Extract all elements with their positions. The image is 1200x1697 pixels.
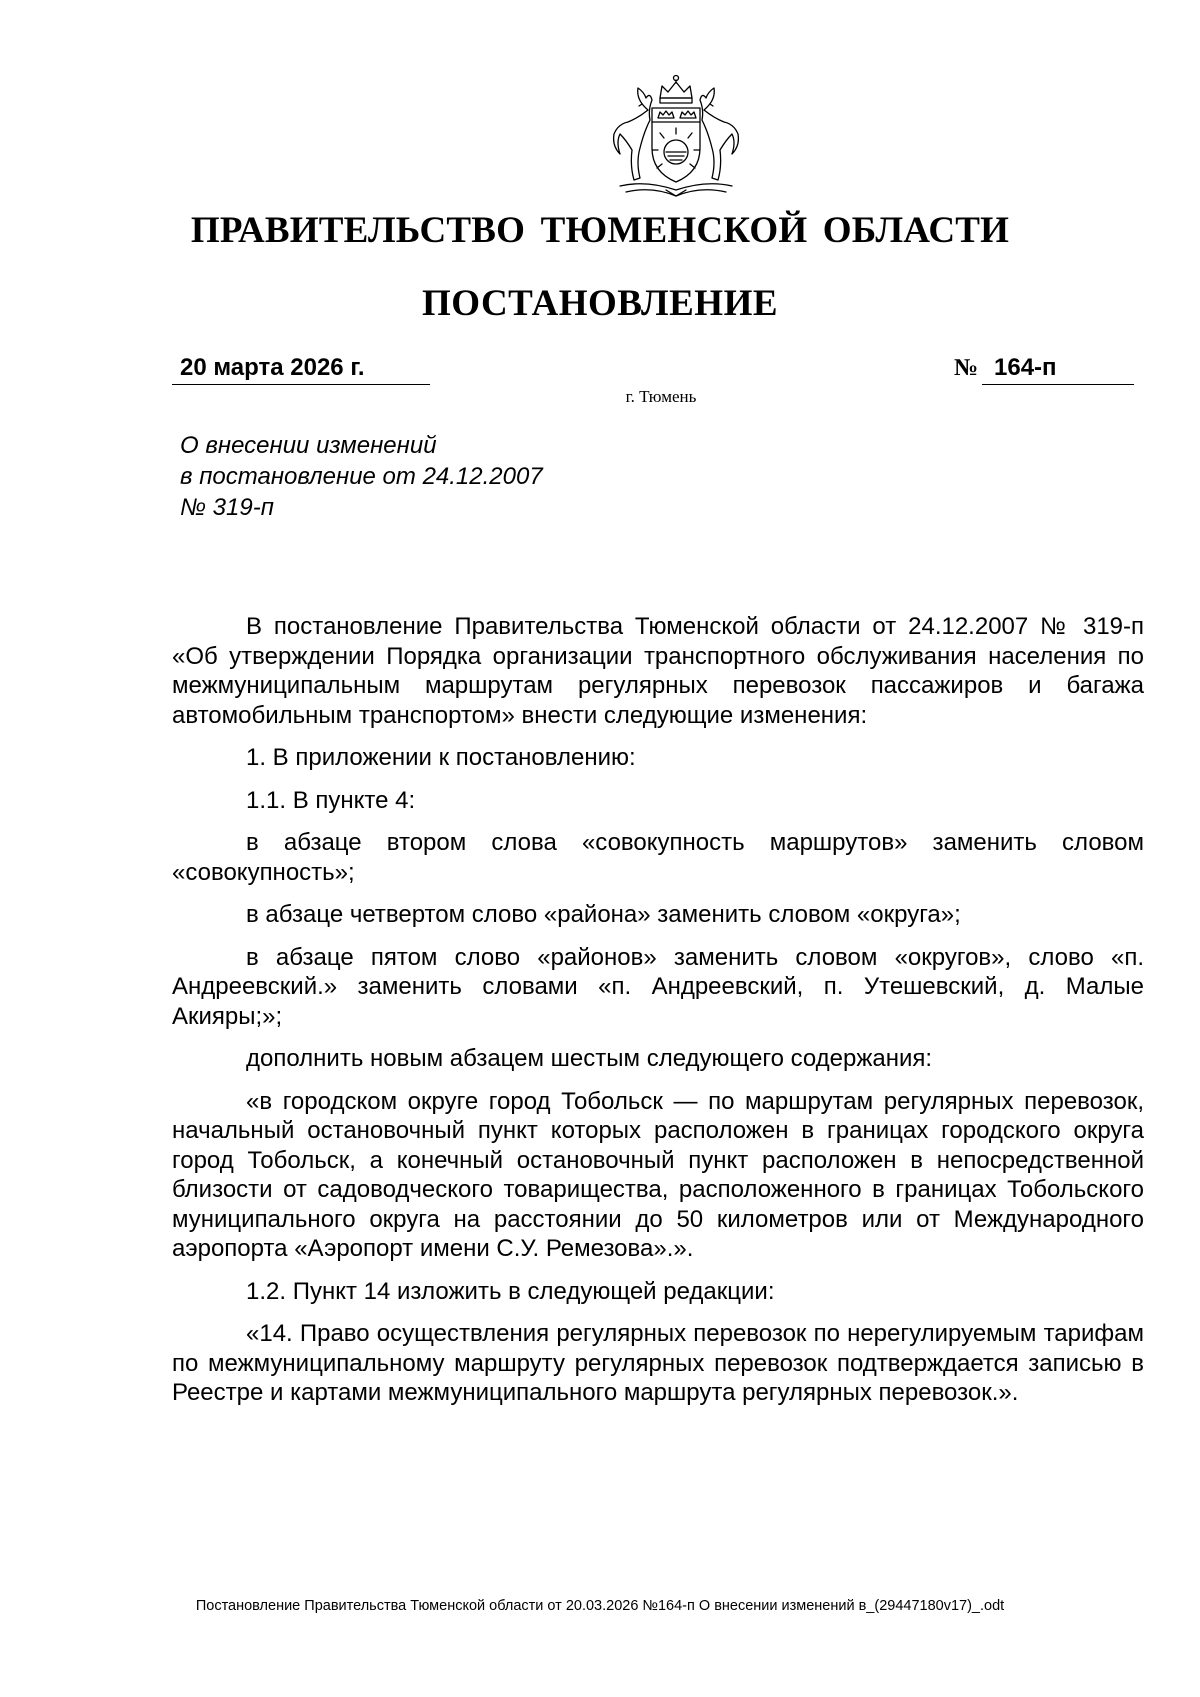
body-paragraph: 1.2. Пункт 14 изложить в следующей редакции: bbox=[246, 1277, 775, 1305]
document-footer: Постановление Правительства Тюменской области от 20.03.2026 №164-п О внесении изменений в_(29447180v17)_.odt bbox=[195, 1598, 1005, 1614]
government-title: ПРАВИТЕЛЬСТВО ТЮМЕНСКОЙ ОБЛАСТИ bbox=[190, 210, 1010, 251]
document-type-title: ПОСТАНОВЛЕНИЕ bbox=[421, 283, 779, 324]
body-paragraph: в абзаце пятом слово «районов» заменить словом «округов», слово «п. Андреевский.» заменить словами «п. Андреевский, п. Утешевский, д. Малые Акияры;»; bbox=[172, 943, 1144, 1030]
document-subject bbox=[180, 430, 680, 523]
subject-line: О внесении изменений bbox=[180, 432, 437, 459]
document-city: г. Тюмень bbox=[625, 387, 697, 406]
coat-of-arms-icon bbox=[596, 70, 756, 200]
body-paragraph: в абзаце четвертом слово «района» заменить словом «округа»; bbox=[246, 901, 961, 928]
body-paragraph: «14. Право осуществления регулярных перевозок по нерегулируемым тарифам по межмуниципальному маршруту регулярных перевозок подтверждается записью в Реестре и картами межмуниципального маршрута регулярных перевозок.». bbox=[172, 1320, 1144, 1406]
document-body bbox=[172, 612, 1144, 1421]
body-paragraph: В постановление Правительства Тюменской области от 24.12.2007 № 319-п «Об утверждении Порядка организации транспортного обслуживания населения по межмуниципальным маршрутам регулярных перевозок пассажиров и багажа автомобильным транспортом» внести следующие изменения: bbox=[172, 613, 1144, 729]
document-date-field bbox=[172, 354, 430, 385]
subject-line: в постановление от 24.12.2007 bbox=[180, 463, 543, 490]
document-number-field bbox=[982, 354, 1134, 385]
subject-line: № 319-п bbox=[180, 494, 274, 521]
body-paragraph: в абзаце втором слова «совокупность маршрутов» заменить словом «совокупность»; bbox=[172, 829, 1144, 886]
document-number: 164-п bbox=[994, 354, 1057, 381]
body-paragraph: «в городском округе город Тобольск — по маршрутам регулярных перевозок, начальный остановочный пункт которых расположен в границах городского округа город Тобольск, а конечный остановочный пункт расположен в непосредственной близости от садоводческого товарищества, расположенного в границах Тобольского муниципального округа на расстоянии до 50 километров или от Международного аэропорта «Аэропорт имени С.У. Ремезова».». bbox=[172, 1087, 1144, 1262]
body-paragraph: 1.1. В пункте 4: bbox=[246, 786, 416, 814]
body-paragraph: 1. В приложении к постановлению: bbox=[246, 744, 636, 771]
document-date: 20 марта 2026 г. bbox=[180, 354, 365, 381]
document-number-label: № bbox=[954, 355, 979, 381]
body-paragraph: дополнить новым абзацем шестым следующего содержания: bbox=[246, 1045, 933, 1072]
